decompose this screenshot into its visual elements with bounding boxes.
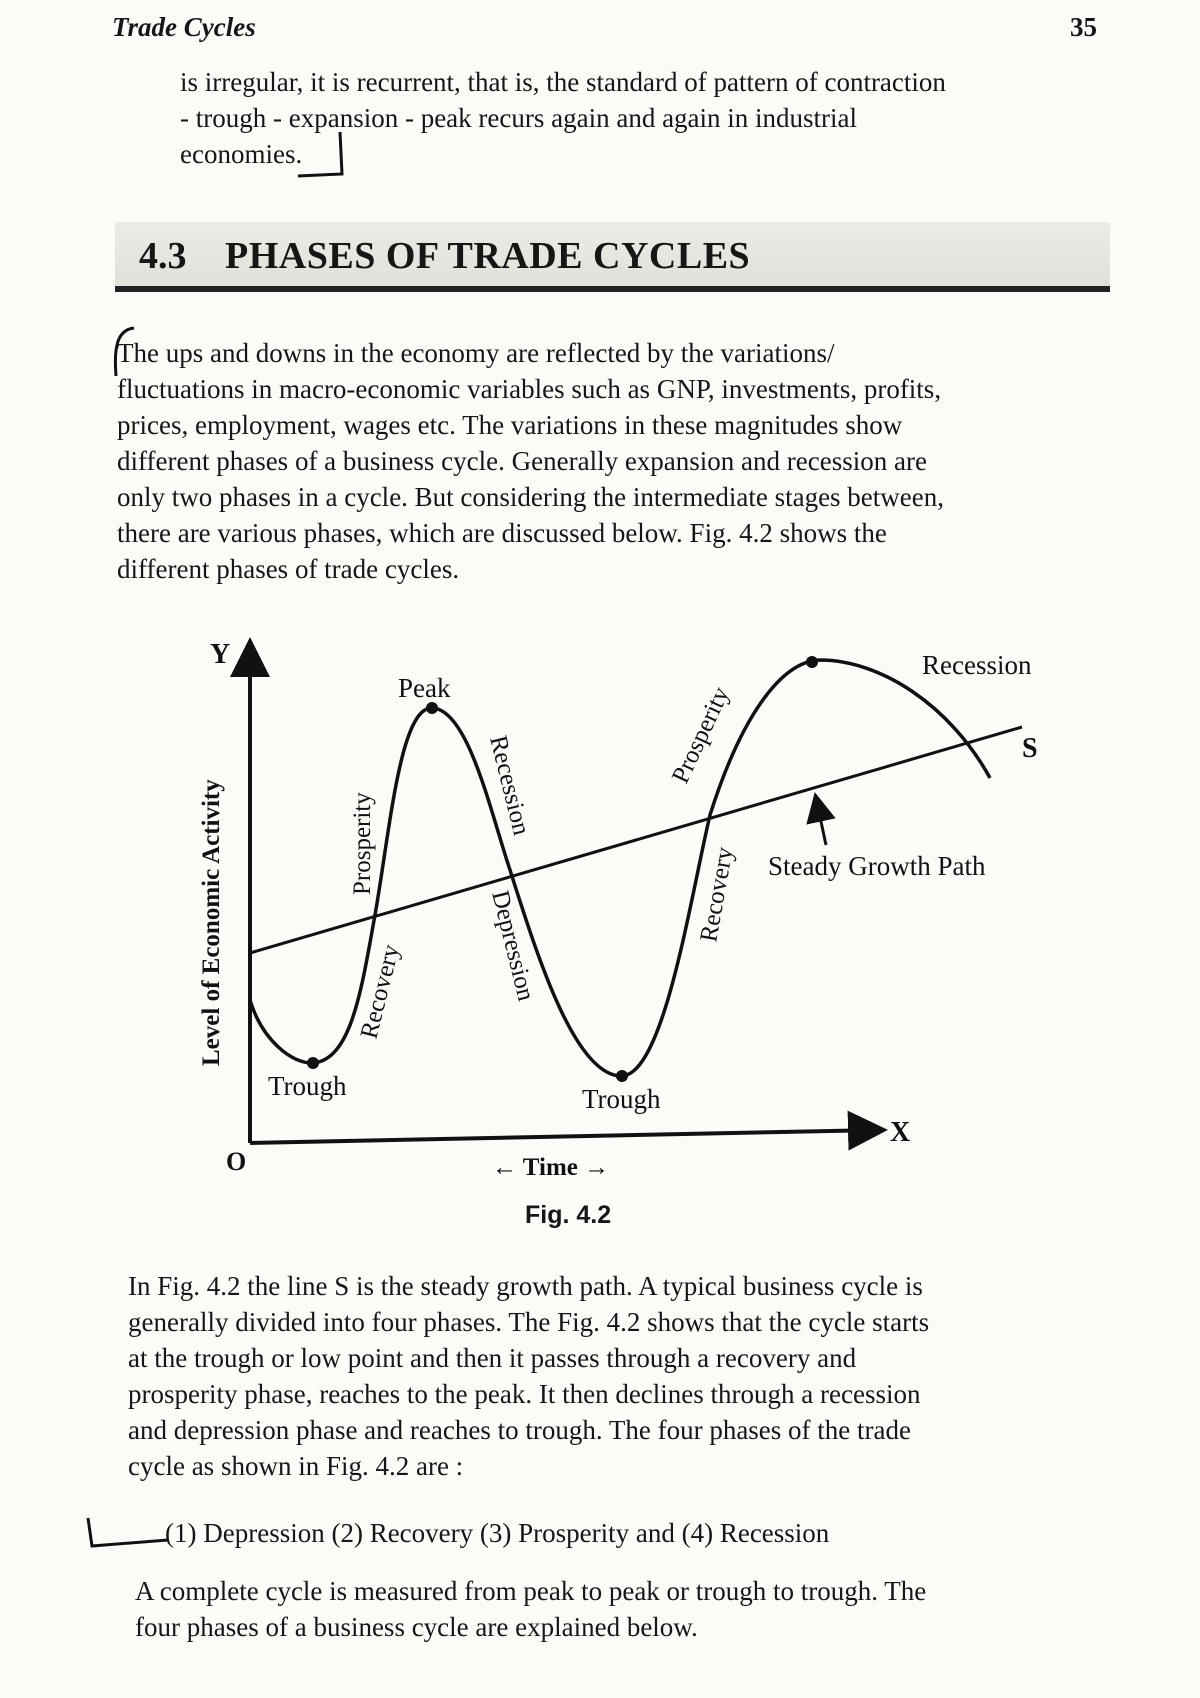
text-line: In Fig. 4.2 the line S is the steady growth path. A typical business cycle is — [128, 1271, 923, 1301]
phase-label-prosperity: Prosperity — [349, 792, 376, 895]
text-line: is irregular, it is recurrent, that is, the standard of pattern of contraction — [180, 67, 946, 97]
figure-explanation-paragraph — [128, 1268, 1124, 1484]
text-line: different phases of trade cycles. — [117, 554, 460, 584]
x-axis-letter: X — [890, 1117, 911, 1148]
section-number: 4.3 — [139, 235, 187, 277]
steady-growth-pointer-arrow — [816, 798, 826, 845]
x-axis — [250, 1130, 880, 1143]
text-line: - trough - expansion - peak recurs again and again in industrial — [180, 103, 858, 133]
pen-tick-mark — [82, 1512, 172, 1552]
phase-label-depression: Depression — [486, 887, 540, 1004]
phase-label-recovery: Recovery — [695, 845, 739, 945]
running-title: Trade Cycles — [112, 12, 256, 42]
text-line: cycle as shown in Fig. 4.2 are : — [128, 1451, 464, 1481]
cycle-paragraph — [135, 1573, 1125, 1645]
phase-list — [165, 1515, 1125, 1551]
text-line: (1) Depression (2) Recovery (3) Prosperity and (4) Recession — [165, 1518, 830, 1548]
text-line: prices, employment, wages etc. The variations in these magnitudes show — [117, 410, 903, 440]
trough-label: Trough — [582, 1084, 661, 1114]
trough-point — [307, 1057, 319, 1069]
phase-label-recession: Recession — [484, 732, 535, 838]
peak-label: Peak — [398, 673, 451, 703]
trough-point — [616, 1070, 628, 1082]
text-line: prosperity phase, reaches to the peak. It then declines through a recession — [128, 1379, 921, 1409]
page-number: 35 — [1070, 12, 1097, 42]
origin-label: O — [226, 1147, 247, 1176]
recession-label: Recession — [922, 650, 1032, 680]
text-line: A complete cycle is measured from peak to peak or trough to trough. The — [135, 1576, 927, 1606]
text-line: The ups and downs in the economy are reflected by the variations/ — [117, 338, 835, 368]
steady-growth-path-label: Steady Growth Path — [768, 851, 986, 881]
text-line: generally divided into four phases. The Fig. 4.2 shows that the cycle starts — [128, 1307, 930, 1337]
text-line: four phases of a business cycle are explained below. — [135, 1612, 698, 1642]
phase-label-recovery: Recovery — [355, 941, 405, 1042]
text-line: only two phases in a cycle. But considering the intermediate stages between, — [117, 482, 945, 512]
y-axis-letter: Y — [210, 639, 231, 670]
peak-point — [426, 702, 438, 714]
y-axis-label: Level of Economic Activity — [198, 779, 225, 1066]
text-line: fluctuations in macro-economic variables such as GNP, investments, profits, — [117, 374, 942, 404]
phase-label-prosperity: Prosperity — [666, 682, 735, 788]
x-axis-label: ← Time → — [492, 1154, 610, 1181]
text-line: economies. — [180, 139, 303, 169]
section-title: PHASES OF TRADE CYCLES — [225, 235, 751, 277]
trend-line-end-label: S — [1022, 733, 1038, 764]
text-line: different phases of a business cycle. Generally expansion and recession are — [117, 446, 927, 476]
text-line: at the trough or low point and then it passes through a recovery and — [128, 1343, 857, 1373]
figure-caption: Fig. 4.2 — [525, 1201, 612, 1229]
trough-label: Trough — [268, 1071, 347, 1101]
text-line: there are various phases, which are discussed below. Fig. 4.2 shows the — [117, 518, 887, 548]
peak-point — [806, 656, 818, 668]
text-line: and depression phase and reaches to trough. The four phases of the trade — [128, 1415, 911, 1445]
